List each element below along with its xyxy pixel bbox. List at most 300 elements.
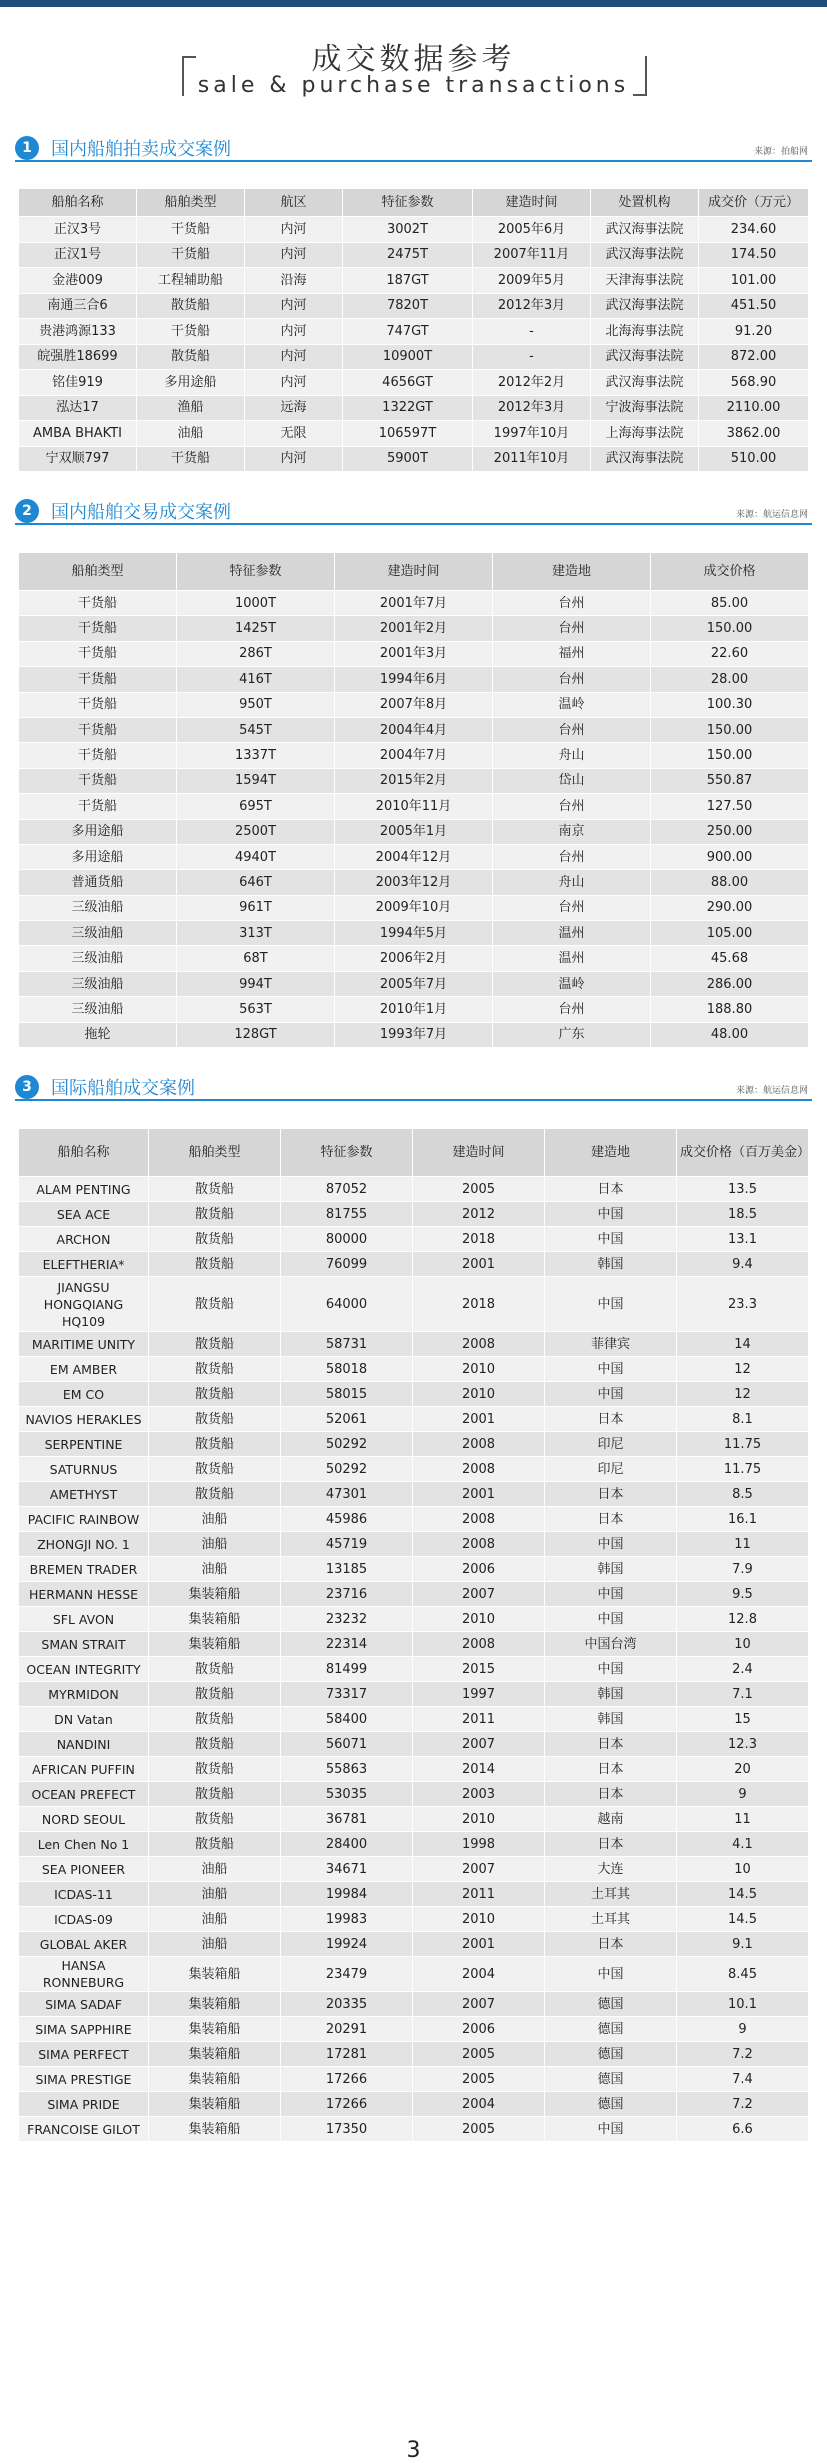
table-cell: 16.1 (677, 1507, 809, 1532)
table-cell: 多用途船 (19, 844, 177, 869)
section-header-domestic-auction (15, 134, 812, 162)
table-cell: 2006 (413, 1557, 545, 1582)
column-header: 成交价格（百万美金） (677, 1129, 809, 1177)
table-cell: 2003 (413, 1782, 545, 1807)
table-cell: 德国 (545, 2042, 677, 2067)
table-cell: EM AMBER (19, 1357, 149, 1382)
table-cell: 三级油船 (19, 895, 177, 920)
table-cell: 900.00 (651, 844, 809, 869)
table-cell: 2008 (413, 1532, 545, 1557)
table-row (19, 1407, 809, 1432)
table-cell: 散货船 (149, 1807, 281, 1832)
table-row (19, 1227, 809, 1252)
table-cell: SIMA PERFECT (19, 2042, 149, 2067)
table-cell: 451.50 (699, 293, 809, 319)
table-row (19, 997, 809, 1022)
table-cell: 日本 (545, 1177, 677, 1202)
table-row (19, 1507, 809, 1532)
table-cell: 2007 (413, 1857, 545, 1882)
table-row (19, 2092, 809, 2117)
table-cell: 2009年5月 (473, 268, 591, 294)
table-cell: 45.68 (651, 946, 809, 971)
table-row (19, 217, 809, 243)
table-cell: 50292 (281, 1457, 413, 1482)
table-cell: SIMA PRESTIGE (19, 2067, 149, 2092)
table-row (19, 1992, 809, 2017)
table-row (19, 1607, 809, 1632)
table-row (19, 1202, 809, 1227)
table-cell: 2018 (413, 1227, 545, 1252)
table-cell: 1993年7月 (335, 1022, 493, 1047)
table-cell: 中国 (545, 1227, 677, 1252)
table-cell: 温岭 (493, 692, 651, 717)
table-cell: 散货船 (149, 1407, 281, 1432)
table-row (19, 692, 809, 717)
domestic-auction-table (18, 188, 809, 472)
table-cell: 2008 (413, 1632, 545, 1657)
page-title-block (0, 26, 827, 106)
table-cell: 天津海事法院 (591, 268, 699, 294)
table-row (19, 1632, 809, 1657)
table-cell: 德国 (545, 1992, 677, 2017)
table-cell: 台州 (493, 717, 651, 742)
table-cell: 12 (677, 1382, 809, 1407)
table-row (19, 1682, 809, 1707)
table-cell: 9.5 (677, 1582, 809, 1607)
table-cell: 17266 (281, 2067, 413, 2092)
table-cell: HANSA RONNEBURG (19, 1957, 149, 1992)
table-cell: 22314 (281, 1632, 413, 1657)
table-cell: 土耳其 (545, 1882, 677, 1907)
table-row (19, 1932, 809, 1957)
table-row (19, 844, 809, 869)
table-cell: 散货船 (149, 1757, 281, 1782)
table-cell: 韩国 (545, 1707, 677, 1732)
table-cell: 1000T (177, 591, 335, 616)
table-cell: 2009年10月 (335, 895, 493, 920)
table-row (19, 446, 809, 472)
table-cell: 温岭 (493, 971, 651, 996)
table-cell: 64000 (281, 1277, 413, 1332)
table-cell: 油船 (149, 1532, 281, 1557)
table-cell: 3002T (343, 217, 473, 243)
table-cell: 747GT (343, 319, 473, 345)
table-cell: 9.4 (677, 1252, 809, 1277)
table-cell: 2001年2月 (335, 616, 493, 641)
table-cell: 1998 (413, 1832, 545, 1857)
table-cell: OCEAN INTEGRITY (19, 1657, 149, 1682)
table-cell: 2011年10月 (473, 446, 591, 472)
table-cell: 13185 (281, 1557, 413, 1582)
table-cell: 韩国 (545, 1682, 677, 1707)
table-row (19, 1177, 809, 1202)
table-cell: DN Vatan (19, 1707, 149, 1732)
table-cell: 563T (177, 997, 335, 1022)
table-row (19, 743, 809, 768)
table-cell: 127.50 (651, 794, 809, 819)
page-subtitle: sale & purchase transactions (197, 73, 630, 98)
table-cell: 91.20 (699, 319, 809, 345)
table-cell: 金港009 (19, 268, 137, 294)
table-cell: 695T (177, 794, 335, 819)
table-cell: 106597T (343, 421, 473, 447)
table-cell: 1425T (177, 616, 335, 641)
table-cell: 内河 (245, 293, 343, 319)
table-cell: 2010年11月 (335, 794, 493, 819)
table-cell: 武汉海事法院 (591, 446, 699, 472)
table-row (19, 421, 809, 447)
table-cell: 20335 (281, 1992, 413, 2017)
section-number-badge: 3 (15, 1075, 39, 1099)
table-cell: 416T (177, 667, 335, 692)
table-cell: 日本 (545, 1482, 677, 1507)
table-cell: 德国 (545, 2092, 677, 2117)
table-row (19, 1557, 809, 1582)
table-cell: 23.3 (677, 1277, 809, 1332)
table-cell: 油船 (149, 1882, 281, 1907)
table-row (19, 2067, 809, 2092)
table-cell: 100.30 (651, 692, 809, 717)
table-cell: 日本 (545, 1507, 677, 1532)
table-cell: 23479 (281, 1957, 413, 1992)
table-cell: Len Chen No 1 (19, 1832, 149, 1857)
table-cell: 23716 (281, 1582, 413, 1607)
table-cell: 58400 (281, 1707, 413, 1732)
table-cell: NANDINI (19, 1732, 149, 1757)
table-cell: 宁波海事法院 (591, 395, 699, 421)
table-cell: 散货船 (149, 1202, 281, 1227)
table-cell: 散货船 (149, 1482, 281, 1507)
table-cell: 2008 (413, 1457, 545, 1482)
table-cell: 多用途船 (137, 370, 245, 396)
table-row (19, 242, 809, 268)
table-cell: BREMEN TRADER (19, 1557, 149, 1582)
table-row (19, 591, 809, 616)
table-cell: 北海海事法院 (591, 319, 699, 345)
table-cell: 14.5 (677, 1907, 809, 1932)
table-cell: 2003年12月 (335, 870, 493, 895)
table-header-row (19, 189, 809, 217)
table-cell: 47301 (281, 1482, 413, 1507)
table-cell: 武汉海事法院 (591, 344, 699, 370)
table-row (19, 1882, 809, 1907)
table-cell: 19924 (281, 1932, 413, 1957)
table-cell: 12.3 (677, 1732, 809, 1757)
table-cell: 2005 (413, 2117, 545, 2142)
column-header: 船舶类型 (137, 189, 245, 217)
table-row (19, 1457, 809, 1482)
table-cell: 德国 (545, 2017, 677, 2042)
table-cell: 8.1 (677, 1407, 809, 1432)
table-row (19, 1807, 809, 1832)
table-cell: 油船 (149, 1507, 281, 1532)
table-cell: NAVIOS HERAKLES (19, 1407, 149, 1432)
table-cell: 87052 (281, 1177, 413, 1202)
table-cell: ZHONGJI NO. 1 (19, 1532, 149, 1557)
table-cell: 10.1 (677, 1992, 809, 2017)
table-cell: 2004年7月 (335, 743, 493, 768)
table-cell: 28400 (281, 1832, 413, 1857)
table-row (19, 971, 809, 996)
table-cell: 150.00 (651, 616, 809, 641)
table-cell: 中国台湾 (545, 1632, 677, 1657)
table-cell: 2004年12月 (335, 844, 493, 869)
table-row (19, 641, 809, 666)
table-cell: 73317 (281, 1682, 413, 1707)
table-cell: 1997年10月 (473, 421, 591, 447)
section-header-domestic-trade (15, 497, 812, 525)
table-cell: 961T (177, 895, 335, 920)
table-cell: 2014 (413, 1757, 545, 1782)
table-cell: 56071 (281, 1732, 413, 1757)
table-cell: 7.2 (677, 2092, 809, 2117)
table-cell: 52061 (281, 1407, 413, 1432)
table-row (19, 2042, 809, 2067)
table-cell: 集装箱船 (149, 1957, 281, 1992)
column-header: 建造地 (493, 553, 651, 591)
table-cell: 10 (677, 1857, 809, 1882)
table-cell: 干货船 (137, 319, 245, 345)
table-cell: 2005年1月 (335, 819, 493, 844)
table-cell: 510.00 (699, 446, 809, 472)
table-cell: 岱山 (493, 768, 651, 793)
table-cell: 58731 (281, 1332, 413, 1357)
table-row (19, 268, 809, 294)
table-row (19, 1332, 809, 1357)
table-cell: 油船 (149, 1907, 281, 1932)
table-cell: - (473, 344, 591, 370)
table-cell: 2004 (413, 1957, 545, 1992)
section-number-badge: 2 (15, 499, 39, 523)
table-cell: 印尼 (545, 1457, 677, 1482)
table-cell: 散货船 (149, 1732, 281, 1757)
table-cell: 58018 (281, 1357, 413, 1382)
table-cell: 2012年3月 (473, 395, 591, 421)
table-cell: 内河 (245, 319, 343, 345)
table-cell: 2015 (413, 1657, 545, 1682)
table-cell: ARCHON (19, 1227, 149, 1252)
table-cell: 干货船 (19, 641, 177, 666)
table-cell: 12 (677, 1357, 809, 1382)
page-title: 成交数据参考 (311, 42, 516, 77)
column-header: 特征参数 (177, 553, 335, 591)
table-cell: 南通三合6 (19, 293, 137, 319)
table-row (19, 667, 809, 692)
table-cell: 2004 (413, 2092, 545, 2117)
table-cell: ELEFTHERIA* (19, 1252, 149, 1277)
table-cell: 油船 (149, 1857, 281, 1882)
table-cell: 韩国 (545, 1252, 677, 1277)
table-cell: 11.75 (677, 1457, 809, 1482)
table-cell: 武汉海事法院 (591, 217, 699, 243)
table-cell: 101.00 (699, 268, 809, 294)
table-cell: 散货船 (149, 1457, 281, 1482)
table-row (19, 1022, 809, 1047)
table-cell: SIMA SADAF (19, 1992, 149, 2017)
table-cell: 187GT (343, 268, 473, 294)
table-cell: 中国 (545, 1607, 677, 1632)
table-cell: 2010 (413, 1382, 545, 1407)
table-cell: 20291 (281, 2017, 413, 2042)
table-cell: 14.5 (677, 1882, 809, 1907)
table-cell: HERMANN HESSE (19, 1582, 149, 1607)
table-cell: 中国 (545, 1382, 677, 1407)
table-cell: 2001 (413, 1407, 545, 1432)
table-row (19, 1582, 809, 1607)
table-cell: 干货船 (19, 743, 177, 768)
table-header-row (19, 1129, 809, 1177)
table-cell: 上海海事法院 (591, 421, 699, 447)
table-cell: 550.87 (651, 768, 809, 793)
table-cell: 油船 (149, 1932, 281, 1957)
table-cell: 渔船 (137, 395, 245, 421)
table-cell: 散货船 (149, 1252, 281, 1277)
table-cell: 872.00 (699, 344, 809, 370)
table-cell: 22.60 (651, 641, 809, 666)
table-row (19, 1707, 809, 1732)
table-cell: 13.5 (677, 1177, 809, 1202)
table-cell: 泓达17 (19, 395, 137, 421)
table-cell: 集装箱船 (149, 2042, 281, 2067)
table-cell: 拖轮 (19, 1022, 177, 1047)
table-cell: 11.75 (677, 1432, 809, 1457)
table-cell: 干货船 (19, 616, 177, 641)
table-cell: 2008 (413, 1332, 545, 1357)
table-cell: 温州 (493, 946, 651, 971)
table-cell: 17266 (281, 2092, 413, 2117)
table-cell: ALAM PENTING (19, 1177, 149, 1202)
table-cell: 散货船 (149, 1277, 281, 1332)
table-row (19, 1532, 809, 1557)
table-cell: 集装箱船 (149, 1632, 281, 1657)
table-cell: 7.4 (677, 2067, 809, 2092)
table-cell: 2010年1月 (335, 997, 493, 1022)
table-cell: 85.00 (651, 591, 809, 616)
section-title: 国内船舶交易成交案例 (51, 502, 231, 523)
table-cell: 2010 (413, 1807, 545, 1832)
section-title: 国内船舶拍卖成交案例 (51, 139, 231, 160)
table-cell: 油船 (137, 421, 245, 447)
top-accent-bar (0, 0, 827, 7)
table-cell: 中国 (545, 1657, 677, 1682)
table-cell: 干货船 (19, 794, 177, 819)
table-cell: 2005年7月 (335, 971, 493, 996)
table-cell: 286.00 (651, 971, 809, 996)
table-cell: 工程辅助船 (137, 268, 245, 294)
table-row (19, 1252, 809, 1277)
column-header: 特征参数 (343, 189, 473, 217)
table-cell: 2011 (413, 1707, 545, 1732)
table-row (19, 1357, 809, 1382)
table-cell: 散货船 (149, 1357, 281, 1382)
table-cell: 中国 (545, 1357, 677, 1382)
table-cell: 2006年2月 (335, 946, 493, 971)
table-row (19, 1482, 809, 1507)
table-row (19, 1277, 809, 1332)
table-cell: 150.00 (651, 717, 809, 742)
table-cell: 日本 (545, 1782, 677, 1807)
table-row (19, 1907, 809, 1932)
table-cell: 集装箱船 (149, 2067, 281, 2092)
table-cell: 干货船 (137, 242, 245, 268)
table-cell: 中国 (545, 1277, 677, 1332)
table-cell: 内河 (245, 446, 343, 472)
table-row (19, 870, 809, 895)
table-cell: 武汉海事法院 (591, 242, 699, 268)
table-cell: 11 (677, 1532, 809, 1557)
table-row (19, 1732, 809, 1757)
table-cell: 17281 (281, 2042, 413, 2067)
table-cell: 德国 (545, 2067, 677, 2092)
table-cell: 10 (677, 1632, 809, 1657)
table-row (19, 1432, 809, 1457)
table-cell: 646T (177, 870, 335, 895)
table-cell: 81755 (281, 1202, 413, 1227)
table-row (19, 1832, 809, 1857)
table-row (19, 344, 809, 370)
column-header: 处置机构 (591, 189, 699, 217)
table-row (19, 819, 809, 844)
column-header: 建造地 (545, 1129, 677, 1177)
table-cell: 中国 (545, 1957, 677, 1992)
table-cell: 散货船 (149, 1657, 281, 1682)
table-cell: 545T (177, 717, 335, 742)
table-cell: 1594T (177, 768, 335, 793)
table-cell: 9 (677, 2017, 809, 2042)
table-cell: OCEAN PREFECT (19, 1782, 149, 1807)
column-header: 船舶类型 (19, 553, 177, 591)
table-cell: 12.8 (677, 1607, 809, 1632)
table-cell: 5900T (343, 446, 473, 472)
table-cell: 台州 (493, 844, 651, 869)
table-cell: 286T (177, 641, 335, 666)
table-cell: 1337T (177, 743, 335, 768)
table-cell: 三级油船 (19, 971, 177, 996)
table-cell: 2012年3月 (473, 293, 591, 319)
column-header: 建造时间 (413, 1129, 545, 1177)
table-cell: 4940T (177, 844, 335, 869)
table-cell: 中国 (545, 1202, 677, 1227)
table-cell: 2.4 (677, 1657, 809, 1682)
section-source: 来源：航运信息网 (735, 1086, 808, 1096)
table-cell: 铭佳919 (19, 370, 137, 396)
table-cell: 7.1 (677, 1682, 809, 1707)
table-cell: 散货船 (149, 1707, 281, 1732)
table-cell: 2500T (177, 819, 335, 844)
table-cell: 舟山 (493, 870, 651, 895)
table-row (19, 1657, 809, 1682)
table-cell: 2005 (413, 1177, 545, 1202)
table-row (19, 717, 809, 742)
table-cell: 菲律宾 (545, 1332, 677, 1357)
table-cell: 88.00 (651, 870, 809, 895)
table-cell: 散货船 (149, 1382, 281, 1407)
table-cell: 日本 (545, 1757, 677, 1782)
table-cell: 台州 (493, 591, 651, 616)
table-cell: SATURNUS (19, 1457, 149, 1482)
table-cell: 128GT (177, 1022, 335, 1047)
table-cell: 13.1 (677, 1227, 809, 1252)
table-cell: NORD SEOUL (19, 1807, 149, 1832)
table-cell: 宁双顺797 (19, 446, 137, 472)
table-row (19, 768, 809, 793)
table-cell: 1997 (413, 1682, 545, 1707)
table-cell: 2007年11月 (473, 242, 591, 268)
table-cell: 远海 (245, 395, 343, 421)
table-cell: 4656GT (343, 370, 473, 396)
table-cell: AMBA BHAKTI (19, 421, 137, 447)
table-cell: 50292 (281, 1432, 413, 1457)
